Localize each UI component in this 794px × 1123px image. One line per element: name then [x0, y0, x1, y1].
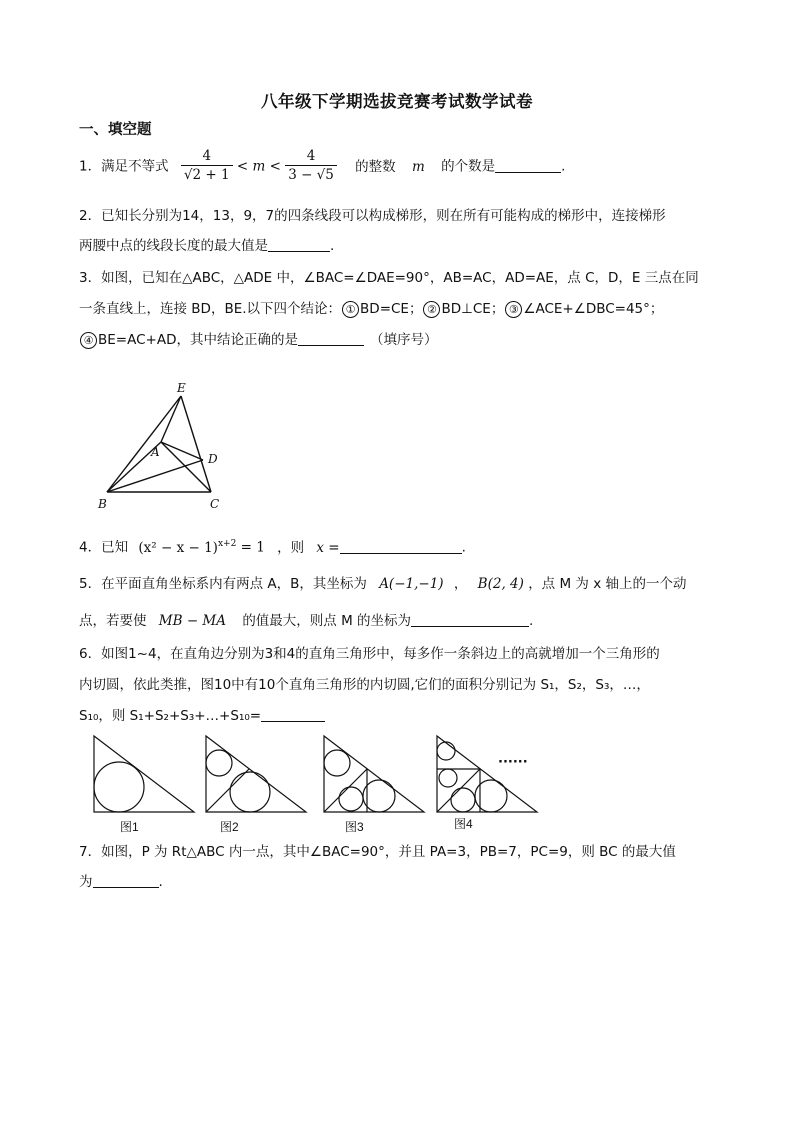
q5-point-b: B(2, 4) [477, 576, 524, 592]
figure-4-label: 图4 [454, 817, 473, 831]
incircle [439, 769, 457, 787]
q4-variable: x = [316, 539, 340, 556]
q1-text-1: 的整数 [355, 158, 396, 175]
q5-line-2 [79, 611, 533, 631]
q7-line-1: 7．如图，P 为 Rt△ABC 内一点，其中∠BAC=90°，并且 PA=3，PB=7，PC=9，则 BC 的最大值 [79, 844, 676, 860]
q5-text-4: 的值最大，则点 M 的坐标为 [242, 613, 412, 629]
q6-line-2: 内切圆，依此类推，图10中有10个直角三角形的内切圆,它们的面积分别记为 S₁，S₂，S₃，…， [79, 677, 650, 693]
q3-option-2: BD⊥CE； [441, 301, 505, 317]
incircle [451, 788, 475, 812]
q6-line-3 [79, 706, 325, 726]
incircle [339, 787, 363, 811]
q5-end: . [529, 613, 534, 629]
figure-1-label: 图1 [120, 820, 139, 834]
q1-inequality: < m < [236, 158, 281, 175]
q5-comma: ， [453, 576, 468, 592]
q5-point-a: A(−1,−1) [379, 576, 444, 592]
segment-bd [107, 460, 203, 492]
figure-2-label: 图2 [220, 820, 239, 834]
q3-option-1: BD=CE； [360, 301, 423, 317]
q1-variable: m [411, 158, 425, 175]
q3-line-1: 3．如图，已知在△ABC，△ADE 中，∠BAC=∠DAE=90°，AB=AC，AD=AE，点 C，D，E 三点在同 [79, 270, 699, 286]
page-title: 八年级下学期选拔竞赛考试数学试卷 [261, 92, 533, 111]
q1-end: . [561, 158, 566, 175]
q3-option-3-marker: ③ [505, 301, 522, 318]
incircle [363, 780, 395, 812]
figure-4 [437, 736, 537, 812]
label-d: D [208, 452, 218, 466]
q5-line-1 [79, 574, 687, 594]
label-a: A [151, 445, 160, 459]
q2-line-1: 2．已知长分别为14，13，9，7的四条线段可以构成梯形，则在所有可能构成的梯形中，连接梯形 [79, 208, 666, 224]
q2-end: . [330, 238, 335, 254]
q6-figures [88, 730, 548, 838]
q1-text-2: 的个数是 [441, 158, 496, 175]
q1-frac2-denominator: 3 − √5 [288, 167, 334, 183]
q1-answer-blank[interactable] [495, 158, 561, 173]
q1-fraction-2 [285, 148, 337, 185]
section-heading: 一、填空题 [79, 122, 152, 138]
q4-answer-blank[interactable] [340, 539, 462, 554]
q7-end: . [158, 874, 163, 890]
q5-text-3: 点，若要使 [79, 613, 147, 629]
q3-hint: （填序号） [369, 332, 438, 348]
q2-line-2 [79, 236, 334, 256]
q3-option-1-marker: ① [342, 301, 359, 318]
incircle [206, 750, 232, 776]
q5-text-2: ，点 M 为 x 轴上的一个动 [528, 576, 687, 592]
q7-line-2 [79, 872, 163, 892]
q1-fraction-1 [181, 148, 233, 185]
incircle [437, 742, 455, 760]
q4-mid: ，则 [277, 539, 305, 556]
q3-line-2 [79, 299, 663, 319]
q5-expression: MB − MA [158, 613, 227, 629]
q5-text-1: 5．在平面直角坐标系内有两点 A，B，其坐标为 [79, 576, 367, 592]
q4-end: . [461, 539, 466, 556]
q7-text: 为 [79, 874, 93, 890]
q2-text: 两腰中点的线段长度的最大值是 [79, 238, 268, 254]
q5-answer-blank[interactable] [411, 612, 529, 627]
incircle [230, 772, 270, 812]
figure-3-label: 图3 [345, 820, 364, 834]
label-b: B [98, 497, 107, 511]
q4-prefix: 4．已知 [79, 539, 129, 556]
continuation-dots: ······ [498, 755, 528, 770]
q1-prefix: 1．满足不等式 [79, 158, 169, 175]
q3-triangle-figure [95, 378, 230, 513]
label-c: C [210, 497, 220, 511]
figure-3 [324, 736, 424, 812]
q1-frac1-denominator: √2 + 1 [183, 167, 230, 183]
question-4 [79, 534, 466, 558]
segment-be [107, 396, 181, 492]
q3-option-3: ∠ACE+∠DBC=45°； [523, 301, 664, 317]
question-1 [79, 148, 565, 185]
q1-frac2-numerator: 4 [285, 148, 337, 166]
q2-answer-blank[interactable] [268, 237, 330, 252]
incircle [94, 762, 144, 812]
q3-answer-blank[interactable] [298, 331, 364, 346]
figure-1 [94, 736, 194, 812]
q1-frac1-numerator: 4 [181, 148, 233, 166]
q6-text: S₁₀，则 S₁+S₂+S₃+…+S₁₀= [79, 708, 262, 724]
q3-line-3 [79, 330, 437, 350]
q3-option-2-marker: ② [423, 301, 440, 318]
label-e: E [177, 381, 186, 395]
q3-option-4-marker: ④ [80, 332, 97, 349]
q3-text: 一条直线上，连接 BD，BE.以下四个结论： [79, 301, 342, 317]
q3-option-4: BE=AC+AD，其中结论正确的是 [98, 332, 298, 348]
q6-answer-blank[interactable] [261, 707, 325, 722]
q4-expression: (x² − x − 1) [138, 539, 218, 556]
q4-exponent: x+2 [217, 539, 237, 549]
q6-line-1: 6．如图1~4，在直角边分别为3和4的直角三角形中，每多作一条斜边上的高就增加一个三角形的 [79, 646, 660, 662]
q7-answer-blank[interactable] [93, 873, 159, 888]
figure-2 [206, 736, 306, 812]
incircle [324, 750, 350, 776]
q4-equals: = 1 [240, 539, 265, 556]
